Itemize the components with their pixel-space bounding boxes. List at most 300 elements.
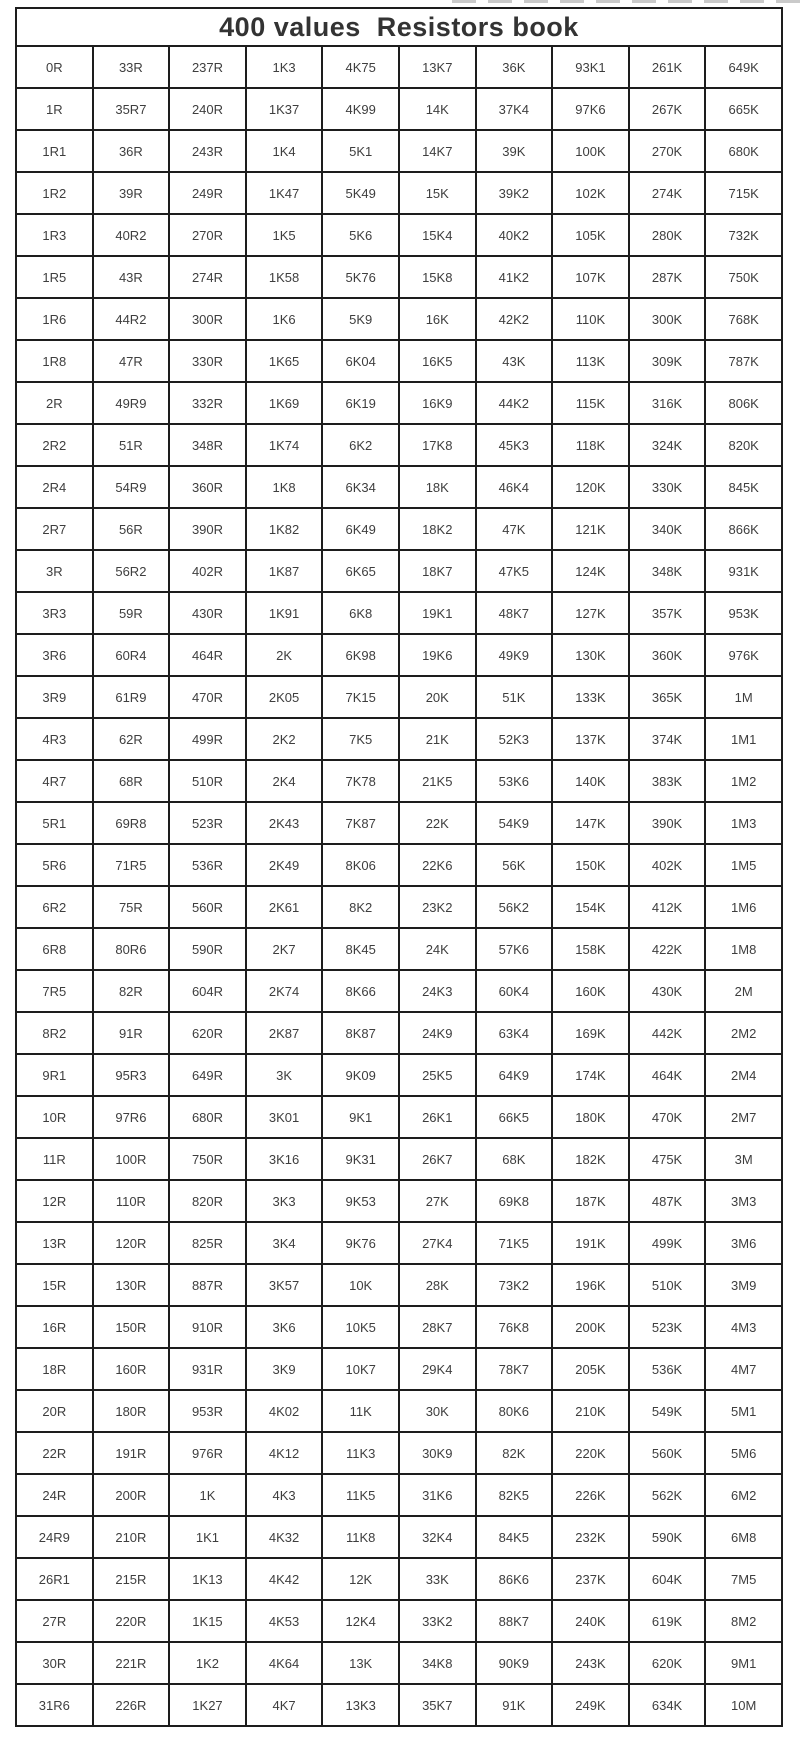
resistor-value-cell: 44R2 <box>93 298 170 340</box>
resistor-value-cell: 2K43 <box>246 802 323 844</box>
table-header <box>16 8 782 46</box>
resistor-value-cell: 464R <box>169 634 246 676</box>
resistor-value-cell: 402K <box>629 844 706 886</box>
resistor-value-cell: 5K6 <box>322 214 399 256</box>
resistor-value-cell: 160K <box>552 970 629 1012</box>
resistor-value-cell: 76K8 <box>476 1306 553 1348</box>
resistor-value-cell: 845K <box>705 466 782 508</box>
resistor-value-cell: 7K15 <box>322 676 399 718</box>
resistor-value-cell: 205K <box>552 1348 629 1390</box>
resistor-value-cell: 27R <box>16 1600 93 1642</box>
resistor-value-cell: 45K3 <box>476 424 553 466</box>
resistor-value-cell: 154K <box>552 886 629 928</box>
resistor-value-cell: 2K49 <box>246 844 323 886</box>
resistor-value-cell: 1K91 <box>246 592 323 634</box>
resistor-value-cell: 39K2 <box>476 172 553 214</box>
table-row <box>16 1180 782 1222</box>
resistor-value-cell: 82K <box>476 1432 553 1474</box>
resistor-value-cell: 649R <box>169 1054 246 1096</box>
resistor-value-cell: 274K <box>629 172 706 214</box>
resistor-value-cell: 56R <box>93 508 170 550</box>
resistor-value-cell: 191K <box>552 1222 629 1264</box>
resistor-value-cell: 78K7 <box>476 1348 553 1390</box>
resistor-value-cell: 2R2 <box>16 424 93 466</box>
resistor-value-cell: 107K <box>552 256 629 298</box>
resistor-value-cell: 215R <box>93 1558 170 1600</box>
resistor-value-cell: 1M3 <box>705 802 782 844</box>
resistor-value-cell: 1K65 <box>246 340 323 382</box>
table-row <box>16 172 782 214</box>
resistor-value-cell: 5K49 <box>322 172 399 214</box>
resistor-value-cell: 22K <box>399 802 476 844</box>
resistor-value-cell: 3K4 <box>246 1222 323 1264</box>
resistor-value-cell: 80R6 <box>93 928 170 970</box>
resistor-value-cell: 15K4 <box>399 214 476 256</box>
resistor-value-cell: 127K <box>552 592 629 634</box>
table-row <box>16 424 782 466</box>
resistor-value-cell: 1K15 <box>169 1600 246 1642</box>
resistor-value-cell: 6K8 <box>322 592 399 634</box>
resistor-value-cell: 1M1 <box>705 718 782 760</box>
resistor-value-cell: 52K3 <box>476 718 553 760</box>
resistor-value-cell: 590R <box>169 928 246 970</box>
resistor-value-cell: 6K2 <box>322 424 399 466</box>
resistor-value-cell: 44K2 <box>476 382 553 424</box>
resistor-value-cell: 270K <box>629 130 706 172</box>
resistor-value-cell: 4M3 <box>705 1306 782 1348</box>
resistor-value-cell: 130R <box>93 1264 170 1306</box>
resistor-value-cell: 150K <box>552 844 629 886</box>
table-row <box>16 1306 782 1348</box>
resistor-value-cell: 232K <box>552 1516 629 1558</box>
resistor-value-cell: 1R6 <box>16 298 93 340</box>
resistor-value-cell: 9K1 <box>322 1096 399 1138</box>
resistor-value-cell: 32K4 <box>399 1516 476 1558</box>
resistor-value-cell: 1K87 <box>246 550 323 592</box>
resistor-value-cell: 3R6 <box>16 634 93 676</box>
resistor-value-cell: 40K2 <box>476 214 553 256</box>
resistor-value-cell: 357K <box>629 592 706 634</box>
resistor-value-cell: 100R <box>93 1138 170 1180</box>
resistor-value-cell: 6K98 <box>322 634 399 676</box>
resistor-value-cell: 47K5 <box>476 550 553 592</box>
resistor-value-cell: 24R <box>16 1474 93 1516</box>
resistor-value-cell: 43R <box>93 256 170 298</box>
resistor-value-cell: 365K <box>629 676 706 718</box>
resistor-value-cell: 46K4 <box>476 466 553 508</box>
resistor-value-cell: 1K4 <box>246 130 323 172</box>
resistor-value-cell: 2K2 <box>246 718 323 760</box>
resistor-value-cell: 187K <box>552 1180 629 1222</box>
resistor-value-cell: 4K3 <box>246 1474 323 1516</box>
resistor-value-cell: 2M7 <box>705 1096 782 1138</box>
resistor-value-cell: 8K45 <box>322 928 399 970</box>
resistor-value-cell: 7R5 <box>16 970 93 1012</box>
resistor-value-cell: 499R <box>169 718 246 760</box>
table-row <box>16 592 782 634</box>
table-row <box>16 88 782 130</box>
resistor-value-cell: 51R <box>93 424 170 466</box>
resistor-value-cell: 953R <box>169 1390 246 1432</box>
resistor-value-cell: 24K9 <box>399 1012 476 1054</box>
resistor-value-cell: 6K65 <box>322 550 399 592</box>
resistor-value-cell: 88K7 <box>476 1600 553 1642</box>
table-row <box>16 718 782 760</box>
resistor-value-cell: 270R <box>169 214 246 256</box>
resistor-value-cell: 11K3 <box>322 1432 399 1474</box>
resistor-value-cell: 549K <box>629 1390 706 1432</box>
resistor-value-cell: 27K4 <box>399 1222 476 1264</box>
table-row <box>16 1432 782 1474</box>
resistor-value-cell: 41K2 <box>476 256 553 298</box>
resistor-value-cell: 16R <box>16 1306 93 1348</box>
resistor-value-cell: 26R1 <box>16 1558 93 1600</box>
resistor-value-cell: 53K6 <box>476 760 553 802</box>
resistor-value-cell: 86K6 <box>476 1558 553 1600</box>
resistor-value-cell: 137K <box>552 718 629 760</box>
resistor-value-cell: 3K01 <box>246 1096 323 1138</box>
resistor-value-cell: 237K <box>552 1558 629 1600</box>
resistor-value-cell: 2K4 <box>246 760 323 802</box>
table-row <box>16 1600 782 1642</box>
resistor-value-cell: 499K <box>629 1222 706 1264</box>
resistor-value-cell: 348K <box>629 550 706 592</box>
resistor-value-cell: 130K <box>552 634 629 676</box>
resistor-value-cell: 35K7 <box>399 1684 476 1726</box>
resistor-value-cell: 97K6 <box>552 88 629 130</box>
resistor-value-cell: 9R1 <box>16 1054 93 1096</box>
resistor-value-cell: 30R <box>16 1642 93 1684</box>
resistor-value-cell: 10K <box>322 1264 399 1306</box>
resistor-value-cell: 560R <box>169 886 246 928</box>
resistor-value-cell: 180R <box>93 1390 170 1432</box>
resistor-value-cell: 20K <box>399 676 476 718</box>
table-row <box>16 340 782 382</box>
resistor-value-cell: 97R6 <box>93 1096 170 1138</box>
resistor-value-cell: 19K1 <box>399 592 476 634</box>
resistor-value-cell: 4K99 <box>322 88 399 130</box>
resistor-value-cell: 62R <box>93 718 170 760</box>
resistor-value-cell: 2K61 <box>246 886 323 928</box>
resistor-value-cell: 2R4 <box>16 466 93 508</box>
resistor-value-cell: 1K74 <box>246 424 323 466</box>
resistor-value-cell: 3K16 <box>246 1138 323 1180</box>
table-row <box>16 1012 782 1054</box>
resistor-value-cell: 133K <box>552 676 629 718</box>
table-row <box>16 760 782 802</box>
resistor-value-cell: 665K <box>705 88 782 130</box>
resistor-value-cell: 560K <box>629 1432 706 1474</box>
resistor-value-cell: 2K7 <box>246 928 323 970</box>
table-row <box>16 1390 782 1432</box>
resistor-value-cell: 124K <box>552 550 629 592</box>
table-row <box>16 1558 782 1600</box>
table-row <box>16 886 782 928</box>
resistor-value-cell: 316K <box>629 382 706 424</box>
resistor-value-cell: 510K <box>629 1264 706 1306</box>
resistor-value-cell: 56K <box>476 844 553 886</box>
page-title: 400 values Resistors book <box>16 8 782 46</box>
resistor-value-cell: 7K78 <box>322 760 399 802</box>
resistor-value-cell: 261K <box>629 46 706 88</box>
resistor-value-cell: 348R <box>169 424 246 466</box>
resistor-value-cell: 21K5 <box>399 760 476 802</box>
resistor-value-cell: 9K76 <box>322 1222 399 1264</box>
resistor-value-cell: 1R3 <box>16 214 93 256</box>
resistor-value-cell: 1K <box>169 1474 246 1516</box>
top-edge-scan-artifact <box>452 0 800 3</box>
table-row <box>16 1684 782 1726</box>
table-row <box>16 970 782 1012</box>
table-row <box>16 214 782 256</box>
resistor-value-cell: 226K <box>552 1474 629 1516</box>
resistor-value-cell: 13K3 <box>322 1684 399 1726</box>
resistor-value-cell: 6K04 <box>322 340 399 382</box>
resistor-value-cell: 22K6 <box>399 844 476 886</box>
resistor-value-cell: 36K <box>476 46 553 88</box>
resistor-value-cell: 26K1 <box>399 1096 476 1138</box>
resistor-value-cell: 196K <box>552 1264 629 1306</box>
resistor-value-cell: 536R <box>169 844 246 886</box>
resistor-value-cell: 240R <box>169 88 246 130</box>
resistor-value-cell: 4K42 <box>246 1558 323 1600</box>
resistor-value-cell: 243R <box>169 130 246 172</box>
table-row <box>16 382 782 424</box>
resistor-value-cell: 562K <box>629 1474 706 1516</box>
resistor-value-cell: 750K <box>705 256 782 298</box>
resistor-value-cell: 120R <box>93 1222 170 1264</box>
resistor-value-cell: 1K13 <box>169 1558 246 1600</box>
table-row <box>16 634 782 676</box>
resistor-value-cell: 73K2 <box>476 1264 553 1306</box>
table-row <box>16 844 782 886</box>
resistor-value-cell: 390K <box>629 802 706 844</box>
resistor-value-cell: 13K7 <box>399 46 476 88</box>
resistor-value-cell: 18K <box>399 466 476 508</box>
resistor-value-cell: 118K <box>552 424 629 466</box>
table-row <box>16 508 782 550</box>
resistor-value-cell: 330K <box>629 466 706 508</box>
resistor-value-cell: 200R <box>93 1474 170 1516</box>
resistor-value-cell: 82K5 <box>476 1474 553 1516</box>
resistor-value-cell: 22R <box>16 1432 93 1474</box>
resistor-value-cell: 976K <box>705 634 782 676</box>
resistor-value-cell: 430R <box>169 592 246 634</box>
resistor-value-cell: 3M6 <box>705 1222 782 1264</box>
resistor-value-cell: 113K <box>552 340 629 382</box>
resistor-value-cell: 1K6 <box>246 298 323 340</box>
resistor-value-cell: 3K9 <box>246 1348 323 1390</box>
resistor-value-cell: 49K9 <box>476 634 553 676</box>
resistor-value-cell: 11R <box>16 1138 93 1180</box>
resistor-value-cell: 866K <box>705 508 782 550</box>
resistor-value-cell: 57K6 <box>476 928 553 970</box>
resistor-value-cell: 487K <box>629 1180 706 1222</box>
table-row <box>16 1642 782 1684</box>
table-row <box>16 550 782 592</box>
resistor-value-cell: 931R <box>169 1348 246 1390</box>
resistor-value-cell: 3K6 <box>246 1306 323 1348</box>
resistor-value-cell: 383K <box>629 760 706 802</box>
resistor-value-cell: 5R1 <box>16 802 93 844</box>
resistor-value-cell: 5K9 <box>322 298 399 340</box>
resistor-value-cell: 300R <box>169 298 246 340</box>
resistor-value-cell: 9K31 <box>322 1138 399 1180</box>
resistor-value-cell: 39R <box>93 172 170 214</box>
resistor-value-cell: 7K5 <box>322 718 399 760</box>
resistor-value-cell: 47R <box>93 340 170 382</box>
resistor-value-cell: 51K <box>476 676 553 718</box>
resistor-value-cell: 330R <box>169 340 246 382</box>
resistor-value-cell: 523R <box>169 802 246 844</box>
resistor-value-cell: 160R <box>93 1348 170 1390</box>
resistor-value-cell: 66K5 <box>476 1096 553 1138</box>
resistor-value-cell: 825R <box>169 1222 246 1264</box>
resistor-value-cell: 56K2 <box>476 886 553 928</box>
resistor-value-cell: 56R2 <box>93 550 170 592</box>
resistor-value-cell: 11K8 <box>322 1516 399 1558</box>
resistor-value-cell: 464K <box>629 1054 706 1096</box>
resistor-value-cell: 0R <box>16 46 93 88</box>
resistor-value-cell: 523K <box>629 1306 706 1348</box>
resistor-value-cell: 1K5 <box>246 214 323 256</box>
resistor-value-cell: 2M2 <box>705 1012 782 1054</box>
resistor-value-cell: 90K9 <box>476 1642 553 1684</box>
resistor-value-cell: 6K49 <box>322 508 399 550</box>
resistor-value-cell: 150R <box>93 1306 170 1348</box>
resistor-value-cell: 953K <box>705 592 782 634</box>
table-row <box>16 256 782 298</box>
resistor-value-cell: 63K4 <box>476 1012 553 1054</box>
resistor-value-cell: 24K3 <box>399 970 476 1012</box>
resistor-value-cell: 54K9 <box>476 802 553 844</box>
resistor-value-cell: 2K74 <box>246 970 323 1012</box>
resistor-value-cell: 620K <box>629 1642 706 1684</box>
resistor-value-cell: 309K <box>629 340 706 382</box>
resistor-value-cell: 4K32 <box>246 1516 323 1558</box>
resistor-value-cell: 28K7 <box>399 1306 476 1348</box>
resistor-value-cell: 8K87 <box>322 1012 399 1054</box>
table-row <box>16 46 782 88</box>
resistor-value-cell: 93K1 <box>552 46 629 88</box>
resistor-value-cell: 210R <box>93 1516 170 1558</box>
resistor-value-cell: 69K8 <box>476 1180 553 1222</box>
resistor-value-cell: 100K <box>552 130 629 172</box>
resistor-value-cell: 787K <box>705 340 782 382</box>
resistor-value-cell: 28K <box>399 1264 476 1306</box>
resistor-value-cell: 5M6 <box>705 1432 782 1474</box>
resistor-value-cell: 1K8 <box>246 466 323 508</box>
resistor-value-cell: 16K9 <box>399 382 476 424</box>
resistor-value-cell: 2K05 <box>246 676 323 718</box>
resistor-value-cell: 31R6 <box>16 1684 93 1726</box>
resistor-value-cell: 931K <box>705 550 782 592</box>
resistor-value-cell: 9M1 <box>705 1642 782 1684</box>
resistor-value-cell: 360K <box>629 634 706 676</box>
resistor-value-cell: 10K5 <box>322 1306 399 1348</box>
resistor-value-cell: 15K8 <box>399 256 476 298</box>
resistor-value-cell: 10K7 <box>322 1348 399 1390</box>
resistor-value-cell: 1K82 <box>246 508 323 550</box>
resistor-value-cell: 54R9 <box>93 466 170 508</box>
resistor-value-cell: 3R9 <box>16 676 93 718</box>
resistor-value-cell: 64K9 <box>476 1054 553 1096</box>
resistor-value-cell: 15R <box>16 1264 93 1306</box>
resistor-value-cell: 5R6 <box>16 844 93 886</box>
resistor-value-cell: 71R5 <box>93 844 170 886</box>
resistor-value-cell: 6K19 <box>322 382 399 424</box>
resistor-value-cell: 8K2 <box>322 886 399 928</box>
resistor-value-cell: 16K5 <box>399 340 476 382</box>
table-row <box>16 1054 782 1096</box>
resistor-value-cell: 820K <box>705 424 782 466</box>
resistor-value-cell: 470K <box>629 1096 706 1138</box>
resistor-value-cell: 442K <box>629 1012 706 1054</box>
resistor-value-cell: 412K <box>629 886 706 928</box>
resistor-value-cell: 30K <box>399 1390 476 1432</box>
resistor-value-cell: 169K <box>552 1012 629 1054</box>
resistor-value-cell: 60K4 <box>476 970 553 1012</box>
resistor-value-cell: 887R <box>169 1264 246 1306</box>
resistor-value-cell: 806K <box>705 382 782 424</box>
resistor-value-cell: 1K1 <box>169 1516 246 1558</box>
resistor-value-cell: 48K7 <box>476 592 553 634</box>
resistor-value-cell: 4R3 <box>16 718 93 760</box>
resistor-value-cell: 105K <box>552 214 629 256</box>
resistor-value-cell: 4K75 <box>322 46 399 88</box>
resistor-value-cell: 422K <box>629 928 706 970</box>
resistor-value-cell: 221R <box>93 1642 170 1684</box>
resistor-value-cell: 39K <box>476 130 553 172</box>
resistor-value-cell: 11K5 <box>322 1474 399 1516</box>
resistor-value-cell: 7M5 <box>705 1558 782 1600</box>
resistor-value-cell: 6K34 <box>322 466 399 508</box>
resistor-value-cell: 33K <box>399 1558 476 1600</box>
resistor-value-cell: 287K <box>629 256 706 298</box>
resistor-value-cell: 24R9 <box>16 1516 93 1558</box>
resistor-value-cell: 243K <box>552 1642 629 1684</box>
resistor-value-cell: 3K3 <box>246 1180 323 1222</box>
resistor-value-cell: 649K <box>705 46 782 88</box>
resistor-value-cell: 3R <box>16 550 93 592</box>
resistor-value-cell: 68K <box>476 1138 553 1180</box>
resistor-value-cell: 1R2 <box>16 172 93 214</box>
resistor-value-cell: 20R <box>16 1390 93 1432</box>
resistor-value-cell: 8K06 <box>322 844 399 886</box>
resistor-value-cell: 14K7 <box>399 130 476 172</box>
resistor-value-cell: 280K <box>629 214 706 256</box>
resistor-value-cell: 620R <box>169 1012 246 1054</box>
resistor-value-cell: 267K <box>629 88 706 130</box>
table-row <box>16 802 782 844</box>
resistor-value-cell: 71K5 <box>476 1222 553 1264</box>
resistor-value-cell: 120K <box>552 466 629 508</box>
resistor-value-cell: 820R <box>169 1180 246 1222</box>
resistor-value-cell: 910R <box>169 1306 246 1348</box>
resistor-value-cell: 110R <box>93 1180 170 1222</box>
resistor-value-cell: 324K <box>629 424 706 466</box>
resistor-value-cell: 19K6 <box>399 634 476 676</box>
resistor-value-cell: 604R <box>169 970 246 1012</box>
resistor-value-cell: 18K7 <box>399 550 476 592</box>
resistor-value-cell: 102K <box>552 172 629 214</box>
resistor-value-cell: 182K <box>552 1138 629 1180</box>
resistor-value-cell: 158K <box>552 928 629 970</box>
table-row <box>16 1474 782 1516</box>
resistor-value-cell: 47K <box>476 508 553 550</box>
resistor-value-cell: 82R <box>93 970 170 1012</box>
resistor-value-cell: 2M <box>705 970 782 1012</box>
